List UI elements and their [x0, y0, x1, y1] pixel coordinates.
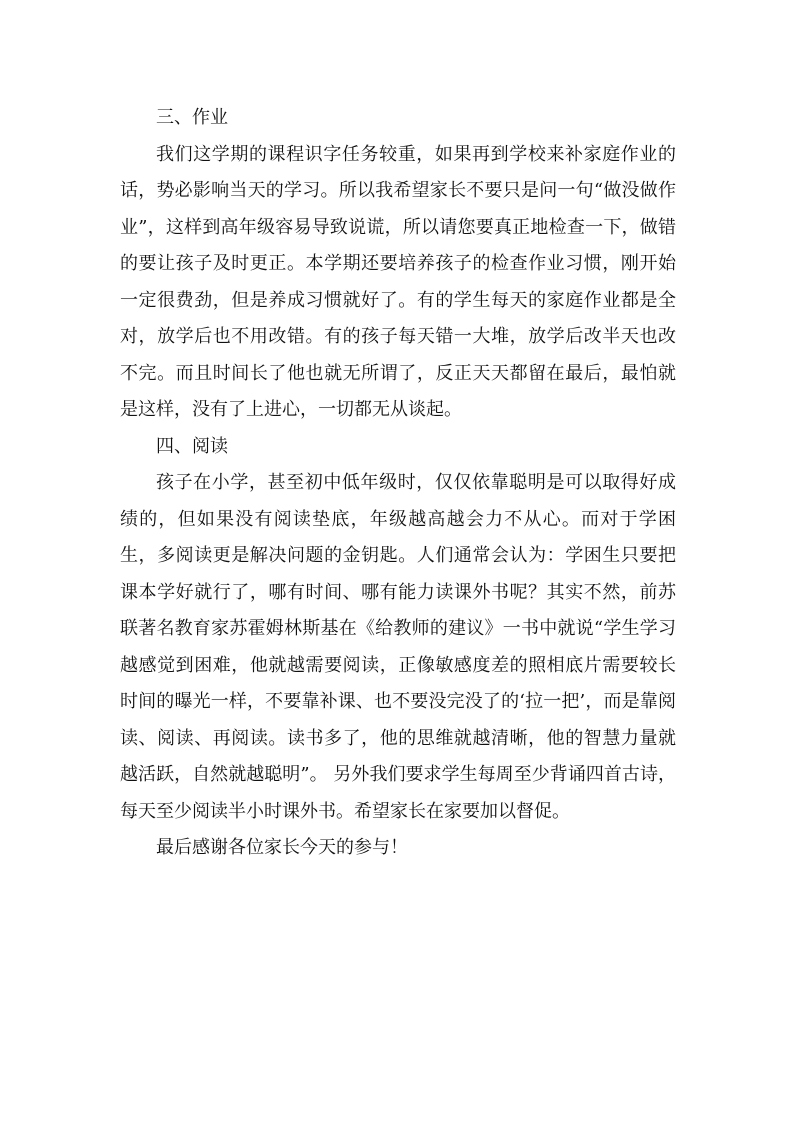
- document-body: [120, 100, 676, 867]
- section-heading-homework: 三、作业: [156, 107, 228, 128]
- paragraph-homework: 我们这学期的课程识字任务较重，如果再到学校来补家庭作业的话，势必影响当天的学习。所以我希望家长不要只是问一句“做没做作业”，这样到高年级容易导致说谎，所以请您要真正地检查一下，做错的要让孩子及时更正。本学期还要培养孩子的检查作业习惯，刚开始一定很费劲，但是养成习惯就好了。有的学生每天的家庭作业都是全对，放学后也不用改错。有的孩子每天错一大堆，放学后改半天也改不完。而且时间长了他也就无所谓了，反正天天都留在最后，最怕就是这样，没有了上进心，一切都无从谈起。: [120, 143, 676, 420]
- paragraph-closing: 最后感谢各位家长今天的参与！: [156, 837, 408, 858]
- section-heading-reading: 四、阅读: [156, 435, 228, 457]
- paragraph-reading: 孩子在小学，甚至初中低年级时，仅仅依靠聪明是可以取得好成绩的，但如果没有阅读垫底，年级越高越会力不从心。而对于学困生，多阅读更是解决问题的金钥匙。人们通常会认为：学困生只要把课本学好就行了，哪有时间、哪有能力读课外书呢？其实不然，前苏联著名教育家苏霍姆林斯基在《给教师的建议》一书中就说“学生学习越感觉到困难，他就越需要阅读，正像敏感度差的照相底片需要较长时间的曝光一样，不要靠补课、也不要没完没了的‘拉一把’，而是靠阅读、阅读、再阅读。读书多了，他的思维就越清晰，他的智慧力量就越活跃，自然就越聪明”。 另外我们要求学生每周至少背诵四首古诗，每天至少阅读半小时课外书。希望家长在家要加以督促。: [120, 472, 676, 822]
